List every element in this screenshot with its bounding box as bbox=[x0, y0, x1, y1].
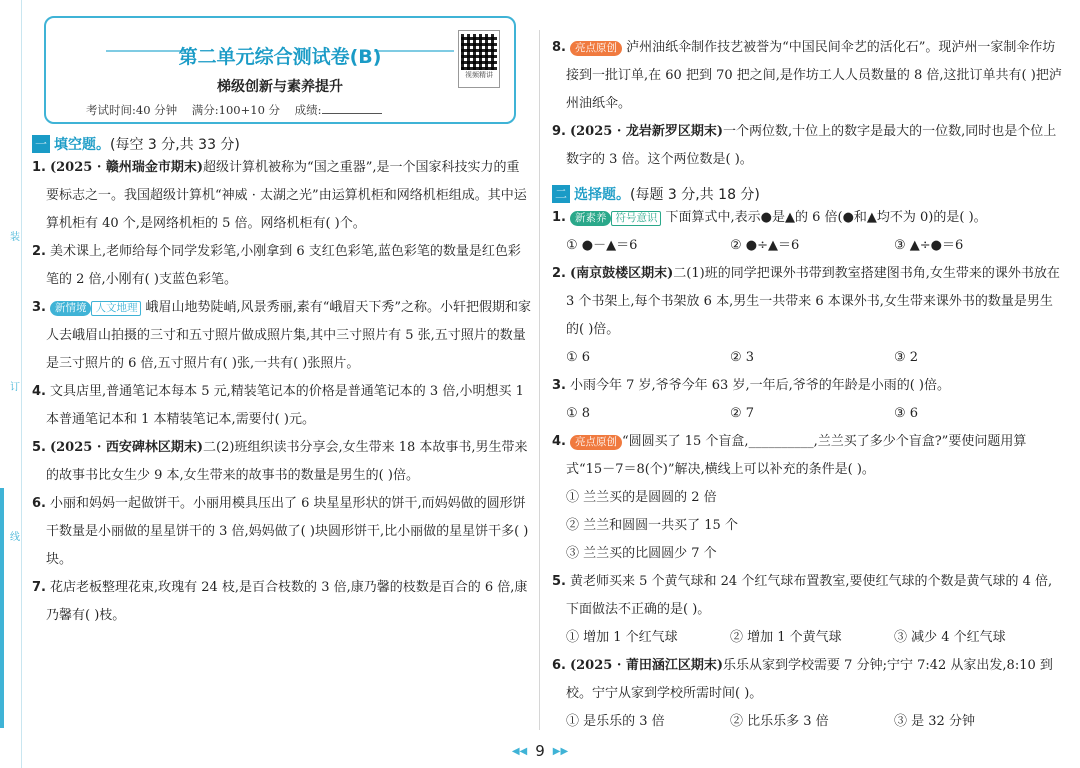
question-number: 7. bbox=[32, 580, 46, 595]
question-choice-5 bbox=[552, 568, 1062, 624]
option[interactable]: ③ 是 32 分钟 bbox=[894, 714, 975, 729]
gutter-mark-1: 装 bbox=[10, 232, 20, 243]
question-text: 泸州油纸伞制作技艺被誉为“中国民间伞艺的活化石”。现泸州一家制伞作坊接到一批订单,在 60 把到 70 把之间,是作坊工人人员数量的 8 倍,这批订单共有( )把泸州油纸伞。 bbox=[566, 40, 1062, 111]
page-title: 第二单元综合测试卷(B) bbox=[178, 46, 382, 68]
question-fill-1 bbox=[32, 154, 532, 238]
section-name: 选择题。 bbox=[574, 187, 630, 203]
question-text: “圆圆买了 15 个盲盒,__________,兰兰买了多少个盲盒?”要使问题用算式“15－7＝8(个)”解决,横线上可以补充的条件是( )。 bbox=[566, 434, 1027, 477]
question-text: 下面算式中,表示●是▲的 6 倍(●和▲均不为 0)的是( )。 bbox=[665, 210, 987, 225]
gutter-mark-3: 线 bbox=[10, 532, 20, 543]
option[interactable]: ② 兰兰和圆圆一共买了 15 个 bbox=[566, 518, 738, 533]
option[interactable]: ③ 兰兰买的比圆圆少 7 个 bbox=[566, 546, 717, 561]
prev-page-icon[interactable]: ◀◀ bbox=[511, 746, 528, 757]
meta-result: 成绩: bbox=[294, 103, 322, 117]
question-number: 4. bbox=[552, 434, 566, 449]
option[interactable]: ② 增加 1 个黄气球 bbox=[730, 630, 842, 645]
question-source: (2025 · 赣州瑞金市期末) bbox=[49, 160, 204, 175]
question-number: 3. bbox=[32, 300, 46, 315]
question-fill-8 bbox=[552, 34, 1062, 118]
question-number: 2. bbox=[32, 244, 46, 259]
question-source: (2025 · 龙岩新罗区期末) bbox=[569, 124, 724, 139]
question-text: 超级计算机被称为“国之重器”,是一个国家科技实力的重要标志之一。我国超级计算机“神威 · 太湖之光”由运算机柜和网络机柜组成。其中运算机柜有 40 个,是网络机柜的 5 倍。网络机柜有( )个。 bbox=[46, 160, 527, 231]
section-fill-in bbox=[32, 134, 532, 154]
section-choice bbox=[552, 184, 1062, 204]
question-text: 文具店里,普通笔记本每本 5 元,精装笔记本的价格是普通笔记本的 3 倍,小明想买 1 本普通笔记本和 1 本精装笔记本,需要付( )元。 bbox=[46, 384, 524, 427]
question-choice-4 bbox=[552, 428, 1062, 484]
question-number: 5. bbox=[32, 440, 46, 455]
question-choice-2 bbox=[552, 260, 1062, 344]
question-text: 二(2)班组织读书分享会,女生带来 18 本故事书,男生带来的故事书比女生少 9 本,女生带来的故事书的数量是男生的( )倍。 bbox=[46, 440, 528, 483]
question-number: 5. bbox=[552, 574, 566, 589]
options-choice-3 bbox=[552, 400, 1062, 428]
options-choice-6 bbox=[552, 708, 1062, 736]
option[interactable]: ② 比乐乐多 3 倍 bbox=[730, 714, 829, 729]
gutter-mark-2: 订 bbox=[10, 382, 20, 393]
question-text: 美术课上,老师给每个同学发彩笔,小刚拿到 6 支红色彩笔,蓝色彩笔的数量是红色彩笔的 2 倍,小刚有( )支蓝色彩笔。 bbox=[46, 244, 521, 287]
tag-original: 亮点原创 bbox=[570, 41, 622, 56]
question-number: 3. bbox=[552, 378, 566, 393]
question-number: 2. bbox=[552, 266, 566, 281]
tag-new-literacy: 新素养 bbox=[570, 211, 612, 226]
test-meta bbox=[86, 102, 382, 118]
meta-time: 考试时间:40 分钟 bbox=[86, 103, 178, 117]
option[interactable]: ② 7 bbox=[730, 406, 755, 421]
section-note: (每空 3 分,共 33 分) bbox=[110, 137, 240, 153]
options-choice-5 bbox=[552, 624, 1062, 652]
tag-humanities: 人文地理 bbox=[91, 301, 141, 316]
question-text: 黄老师买来 5 个黄气球和 24 个红气球布置教室,要使红气球的个数是黄气球的 4 倍,下面做法不正确的是( )。 bbox=[566, 574, 1053, 617]
question-fill-5 bbox=[32, 434, 532, 490]
question-text: 峨眉山地势陡峭,风景秀丽,素有“峨眉天下秀”之称。小轩把假期和家人去峨眉山拍摄的三寸和五寸照片做成照片集,其中三寸照片有 5 张,五寸照片的数量是三寸照片的 6 倍,五寸照片有( )张,一共有( )张照片。 bbox=[46, 300, 532, 371]
question-fill-2 bbox=[32, 238, 532, 294]
page-subtitle: 梯级创新与素养提升 bbox=[217, 79, 343, 95]
option[interactable]: ① 兰兰买的是圆圆的 2 倍 bbox=[566, 490, 717, 505]
question-choice-1 bbox=[552, 204, 1062, 232]
section-number: 一 bbox=[32, 135, 50, 153]
option[interactable]: ② ●÷▲＝6 bbox=[730, 238, 800, 253]
next-page-icon[interactable]: ▶▶ bbox=[552, 746, 569, 757]
question-source: (2025 · 西安碑林区期末) bbox=[49, 440, 204, 455]
result-blank bbox=[322, 113, 382, 114]
section-note: (每题 3 分,共 18 分) bbox=[630, 187, 760, 203]
question-choice-3 bbox=[552, 372, 1062, 400]
option[interactable]: ③ 减少 4 个红气球 bbox=[894, 630, 1006, 645]
tag-symbol-sense: 符号意识 bbox=[611, 211, 661, 226]
option[interactable]: ① 8 bbox=[566, 406, 591, 421]
question-number: 8. bbox=[552, 40, 566, 55]
question-fill-7 bbox=[32, 574, 532, 630]
option[interactable]: ③ 2 bbox=[894, 350, 919, 365]
question-source: (南京鼓楼区期末) bbox=[569, 266, 674, 281]
question-fill-3 bbox=[32, 294, 532, 378]
options-choice-4 bbox=[552, 484, 1062, 568]
question-number: 6. bbox=[552, 658, 566, 673]
question-fill-6 bbox=[32, 490, 532, 574]
question-number: 4. bbox=[32, 384, 46, 399]
page-footer bbox=[0, 742, 1080, 760]
question-text: 乐乐从家到学校需要 7 分钟;宁宁 7:42 从家出发,8:10 到校。宁宁从家到学校所需时间( )。 bbox=[566, 658, 1053, 701]
option[interactable]: ① ●－▲＝6 bbox=[566, 238, 638, 253]
qr-caption: 视频精讲 bbox=[465, 71, 493, 79]
question-text: 小雨今年 7 岁,爷爷今年 63 岁,一年后,爷爷的年龄是小雨的( )倍。 bbox=[569, 378, 950, 393]
question-choice-6 bbox=[552, 652, 1062, 708]
question-text: 一个两位数,十位上的数字是最大的一位数,同时也是个位上数字的 3 倍。这个两位数是( )。 bbox=[566, 124, 1057, 167]
page-number: 9 bbox=[535, 742, 545, 760]
section-name: 填空题。 bbox=[54, 137, 110, 153]
options-choice-2 bbox=[552, 344, 1062, 372]
gutter-accent-bar bbox=[0, 488, 4, 728]
question-number: 1. bbox=[32, 160, 46, 175]
question-fill-9 bbox=[552, 118, 1062, 174]
question-number: 9. bbox=[552, 124, 566, 139]
option[interactable]: ① 是乐乐的 3 倍 bbox=[566, 714, 665, 729]
question-text: 二(1)班的同学把课外书带到教室搭建图书角,女生带来的课外书放在 3 个书架上,每个书架放 6 本,男生一共带来 6 本课外书,女生带来课外书的数量是男生的( )倍。 bbox=[566, 266, 1060, 337]
option[interactable]: ③ 6 bbox=[894, 406, 919, 421]
right-column bbox=[552, 0, 1062, 740]
left-column bbox=[32, 0, 532, 740]
column-divider bbox=[539, 30, 540, 730]
question-number: 6. bbox=[32, 496, 46, 511]
options-choice-1 bbox=[552, 232, 1062, 260]
tag-new-context: 新情境 bbox=[50, 301, 92, 316]
question-fill-4 bbox=[32, 378, 532, 434]
option[interactable]: ③ ▲÷●＝6 bbox=[894, 238, 964, 253]
option[interactable]: ① 增加 1 个红气球 bbox=[566, 630, 678, 645]
question-number: 1. bbox=[552, 210, 566, 225]
question-source: (2025 · 莆田涵江区期末) bbox=[569, 658, 724, 673]
tag-original: 亮点原创 bbox=[570, 435, 622, 450]
option[interactable]: ② 3 bbox=[730, 350, 755, 365]
section-number: 二 bbox=[552, 185, 570, 203]
meta-score: 满分:100+10 分 bbox=[191, 103, 281, 117]
option[interactable]: ① 6 bbox=[566, 350, 591, 365]
question-text: 花店老板整理花束,玫瑰有 24 枝,是百合枝数的 3 倍,康乃馨的枝数是百合的 6 倍,康乃馨有( )枝。 bbox=[46, 580, 528, 623]
question-text: 小丽和妈妈一起做饼干。小丽用模具压出了 6 块星星形状的饼干,而妈妈做的圆形饼干数量是小丽做的星星饼干的 3 倍,妈妈做了( )块圆形饼干,比小丽做的星星饼干多( )块。 bbox=[46, 496, 529, 567]
test-header bbox=[44, 16, 516, 124]
qr-code[interactable] bbox=[458, 30, 500, 88]
binding-gutter bbox=[0, 0, 22, 768]
qr-code-icon bbox=[461, 34, 497, 70]
